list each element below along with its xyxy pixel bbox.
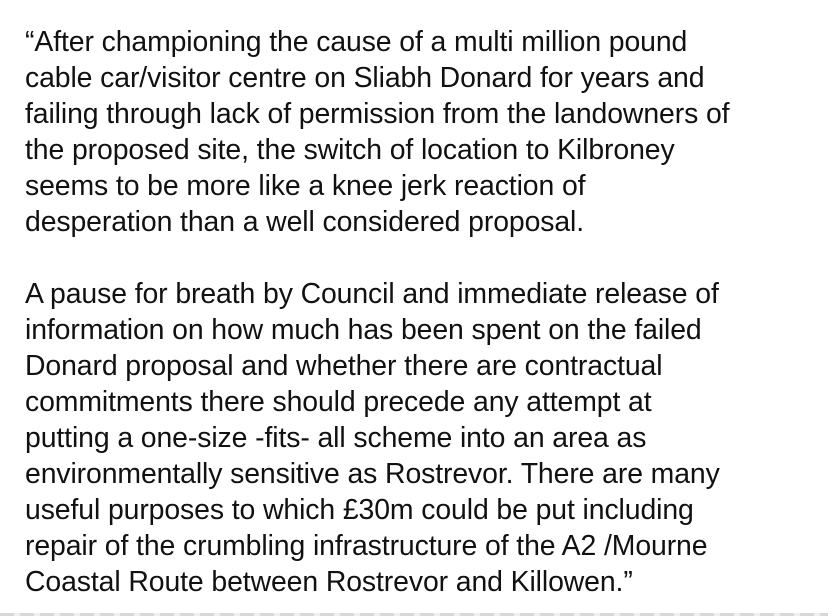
quote-text-block — [25, 24, 820, 600]
quote-paragraph-1 — [25, 24, 820, 240]
text-line: Coastal Route between Rostrevor and Killowen.” — [25, 566, 633, 598]
text-line: the proposed site, the switch of location to Kilbroney — [25, 134, 675, 166]
quote-paragraph-2 — [25, 276, 820, 600]
text-line: cable car/visitor centre on Sliabh Donard for years and — [25, 62, 705, 94]
text-line: failing through lack of permission from the landowners of — [25, 98, 730, 130]
text-line: information on how much has been spent on the failed — [25, 314, 702, 346]
text-line: repair of the crumbling infrastructure of the A2 /Mourne — [25, 530, 708, 562]
text-line: commitments there should precede any attempt at — [25, 386, 652, 418]
text-line: seems to be more like a knee jerk reaction of — [25, 170, 586, 202]
paragraph-spacer — [25, 240, 820, 276]
text-line: A pause for breath by Council and immediate release of — [25, 278, 719, 310]
text-line: environmentally sensitive as Rostrevor. There are many — [25, 458, 720, 490]
text-line: Donard proposal and whether there are contractual — [25, 350, 663, 382]
text-line: desperation than a well considered proposal. — [25, 206, 585, 238]
text-line: “After championing the cause of a multi million pound — [25, 26, 688, 58]
text-line: putting a one-size -fits- all scheme into an area as — [25, 422, 647, 454]
text-line: useful purposes to which £30m could be put including — [25, 494, 694, 526]
